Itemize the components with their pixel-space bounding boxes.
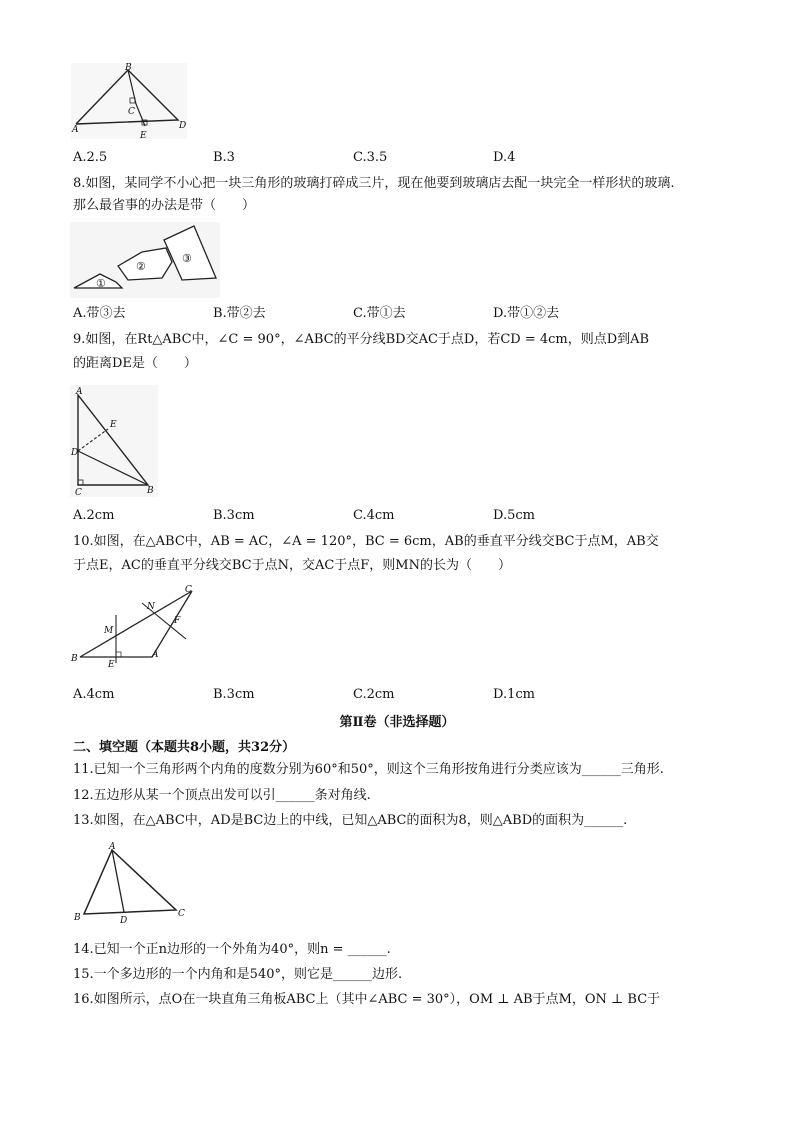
- q9-label-e: E: [110, 420, 117, 430]
- q8-option-d: D.带①②去: [493, 306, 560, 321]
- q7-label-a: A: [72, 125, 79, 135]
- q10-option-a: A.4cm: [73, 687, 115, 702]
- q8-label-2: ②: [136, 260, 146, 273]
- q13-label-a: A: [109, 842, 116, 852]
- q8-option-b: B.带②去: [213, 306, 266, 321]
- q10-label-f: F: [174, 616, 181, 626]
- q9-option-b: B.3cm: [213, 508, 255, 523]
- q10-label-e: E: [108, 660, 115, 668]
- q9-option-c: C.4cm: [353, 508, 395, 523]
- q13-figure: [72, 840, 190, 926]
- q8-option-c: C.带①去: [353, 306, 406, 321]
- q8-label-1: ①: [96, 277, 106, 290]
- q14-text: 14.已知一个正n边形的一个外角为40°，则n = ______.: [73, 942, 391, 957]
- q10-line-1: 10.如图，在△ABC中，AB = AC，∠A = 120°，BC = 6cm，AB的垂直平分线交BC于点M，AB交: [73, 534, 659, 549]
- q10-label-c: C: [185, 585, 192, 595]
- q9-option-d: D.5cm: [493, 508, 535, 523]
- q13-triangle-abc: [84, 850, 176, 914]
- q9-line-1: 9.如图，在Rt△ABC中，∠C = 90°，∠ABC的平分线BD交AC于点D，若CD = 4cm，则点D到AB: [73, 332, 650, 347]
- q16-text: 16.如图所示，点O在一块直角三角板ABC上（其中∠ABC = 30°），OM ⊥ AB于点M，ON ⊥ BC于: [73, 992, 661, 1007]
- q7-figure: [70, 62, 188, 140]
- q10-figure: [70, 583, 200, 668]
- q9-label-b: B: [147, 486, 154, 496]
- q9-label-d: D: [71, 448, 79, 458]
- q10-label-b: B: [71, 654, 78, 664]
- q12-text: 12.五边形从某一个顶点出发可以引______条对角线.: [73, 788, 371, 803]
- q7-label-d: D: [179, 121, 187, 131]
- q7-label-c: C: [128, 107, 135, 117]
- q10-label-n: N: [147, 602, 155, 612]
- q9-option-a: A.2cm: [73, 508, 115, 523]
- q15-text: 15.一个多边形的一个内角和是540°，则它是______边形.: [73, 967, 403, 982]
- q10-option-c: C.2cm: [353, 687, 395, 702]
- q13-label-c: C: [178, 909, 185, 919]
- q13-text: 13.如图，在△ABC中，AD是BC边上的中线，已知△ABC的面积为8，则△ABD的面积为______.: [73, 813, 628, 828]
- q10-label-a: A: [152, 650, 159, 660]
- q13-label-b: B: [74, 913, 81, 923]
- q11-text: 11.已知一个三角形两个内角的度数分别为60°和50°，则这个三角形按角进行分类应该为______三角形.: [73, 762, 664, 777]
- q7-option-b: B.3: [213, 150, 235, 165]
- q10-label-m: M: [104, 626, 114, 636]
- q10-option-d: D.1cm: [493, 687, 535, 702]
- q7-label-e: E: [140, 131, 147, 140]
- q7-option-a: A.2.5: [73, 150, 108, 165]
- q10-line-2: 于点E，AC的垂直平分线交BC于点N，交AC于点F，则MN的长为（ ）: [73, 558, 511, 573]
- q8-label-3: ③: [182, 252, 192, 265]
- q13-label-d: D: [120, 916, 128, 926]
- q8-line-2: 那么最省事的办法是带（ ）: [73, 198, 256, 213]
- q8-option-a: A.带③去: [73, 306, 126, 321]
- q9-label-a: A: [76, 387, 83, 397]
- q10-option-b: B.3cm: [213, 687, 255, 702]
- q8-line-1: 8.如图，某同学不小心把一块三角形的玻璃打碎成三片，现在他要到玻璃店去配一块完全一样形状的玻璃.: [73, 176, 675, 191]
- q7-label-b: B: [125, 63, 132, 73]
- part2-title: 第Ⅱ卷（非选择题）: [339, 715, 455, 730]
- q9-label-c: C: [75, 488, 82, 497]
- q7-option-c: C.3.5: [353, 150, 388, 165]
- q9-line-2: 的距离DE是（ ）: [73, 356, 197, 371]
- q9-figure: [70, 385, 158, 497]
- q7-option-d: D.4: [493, 150, 516, 165]
- q10-right-angle-e: [116, 652, 121, 657]
- section2-title: 二、填空题（本题共8小题，共32分）: [73, 740, 296, 755]
- q8-figure: [70, 222, 220, 298]
